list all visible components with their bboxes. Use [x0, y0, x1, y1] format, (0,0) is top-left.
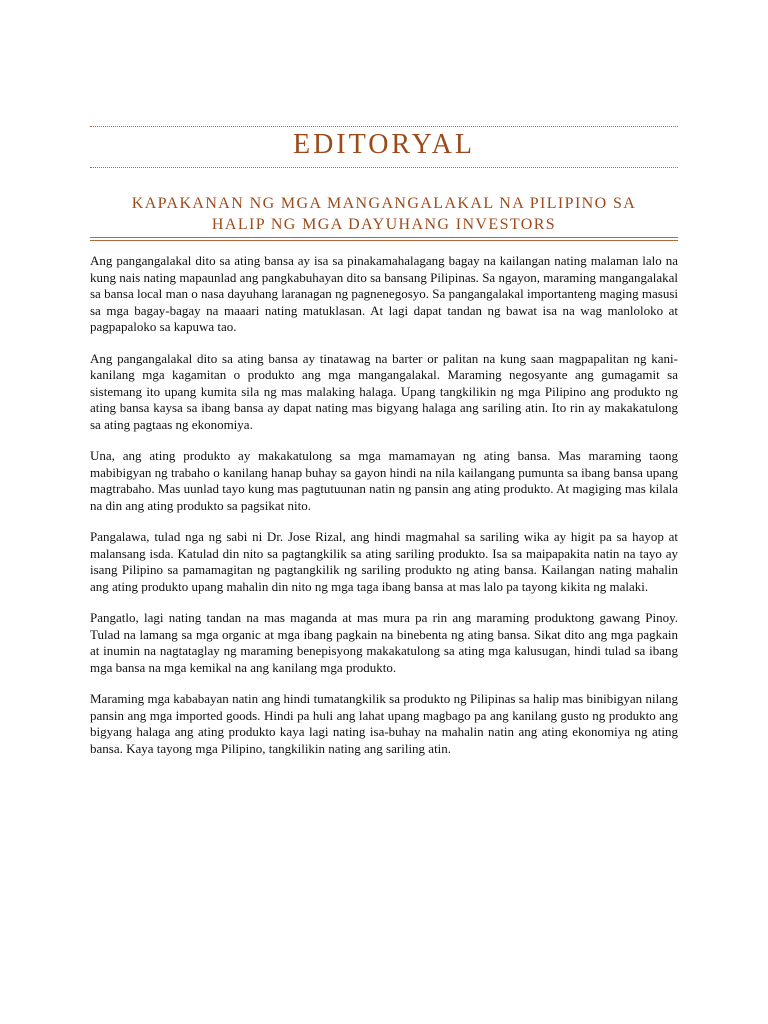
paragraph-2: Ang pangangalakal dito sa ating bansa ay tinatawag na barter or palitan na kung saan magpapalitan ng kani-kanilang mga kagamitan o produkto ang mga mangangalakal. Maraming negosyante ang gumagamit sa sistemang ito upang kumita sila ng mas malaking halaga. Upang tangkilikin ng mga Pilipino ang produkto ng ating bansa kaysa sa ibang bansa ay dapat nating mas bigyang halaga ang sariling atin. Ito rin ay makakatulong sa ating pagtaas ng ekonomiya. [90, 350, 678, 432]
headline-double-divider [90, 237, 678, 241]
paragraph-1: Ang pangangalakal dito sa ating bansa ay isa sa pinakamahalagang bagay na kailangan nating malaman lalo na kung nais nating mapaunlad ang pangkabuhayan dito sa bansang Pilipinas. Sa ngayon, maraming mangangalakal sa bansa local man o nasa dayuhang laranagan ng pagnenegosyo. Sa pangangalakal importanteng maging masusi sa mga bagay-bagay na maaari nating matuklasan. At lagi dapat tandan ng bawat isa na wag manloloko at pagpapaloko sa kapuwa tao. [90, 253, 678, 334]
article-headline [90, 193, 678, 235]
headline-line-1: KAPAKANAN NG MGA MANGANGALAKAL NA PILIPINO SA [131, 195, 637, 212]
paragraph-3: Una, ang ating produkto ay makakatulong sa mga mamamayan ng ating bansa. Mas maraming taong mabibigyan ng trabaho o kanilang hanap buhay sa gayon hindi na nila kailangang pumunta sa ibang bansa upang magtrabaho. Mas uunlad tayo kung mas pagtutuunan natin ng pansin ang ating produkto. At magiging mas kilala na din ang ating produkto sa pagsikat nito. [90, 448, 678, 513]
masthead-bottom-divider [90, 167, 678, 168]
article-body [90, 253, 678, 772]
paragraph-6: Maraming mga kababayan natin ang hindi tumatangkilik sa produkto ng Pilipinas sa halip mas binibigyan nilang pansin ang mga imported goods. Hindi pa huli ang lahat upang magbago pa ang kanilang gusto ng produkto ang bigyang halaga ang ating produkto kaya lagi nating isa-buhay na mahalin natin ang ating ekonomiya ng ating bansa. Kaya tayong mga Pilipino, tangkilikin nating ang sariling atin. [90, 691, 678, 756]
headline-line-2: HALIP NG MGA DAYUHANG INVESTORS [211, 216, 557, 233]
paragraph-5: Pangatlo, lagi nating tandan na mas maganda at mas mura pa rin ang maraming produktong gawang Pinoy. Tulad na lamang sa mga organic at mga ibang pagkain na binebenta ng ating bansa. Sikat dito ang mga pagkain at inumin na nagtataglay ng maraming benepisyong makakatulong sa ating mga kalusugan, hindi tulad sa ibang mga bansa na mga kemikal na ang kanilang mga produkto. [90, 610, 678, 675]
paragraph-4: Pangalawa, tulad nga ng sabi ni Dr. Jose Rizal, ang hindi magmahal sa sariling wika ay higit pa sa hayop at malansang isda. Katulad din nito sa pagtangkilik sa ating sariling produkto. Isa sa maipapakita natin na tayo ay isang Pilipino sa pamamagitan ng pagtangkilik ng sariling produkto ng ating bansa. Kailangan nating mahalin ang ating produkto upang mahalin din nito ng mga taga ibang bansa at mas lalo pa tayong kikita ng malaki. [90, 529, 678, 594]
masthead-title: EDITORYAL [292, 129, 476, 160]
